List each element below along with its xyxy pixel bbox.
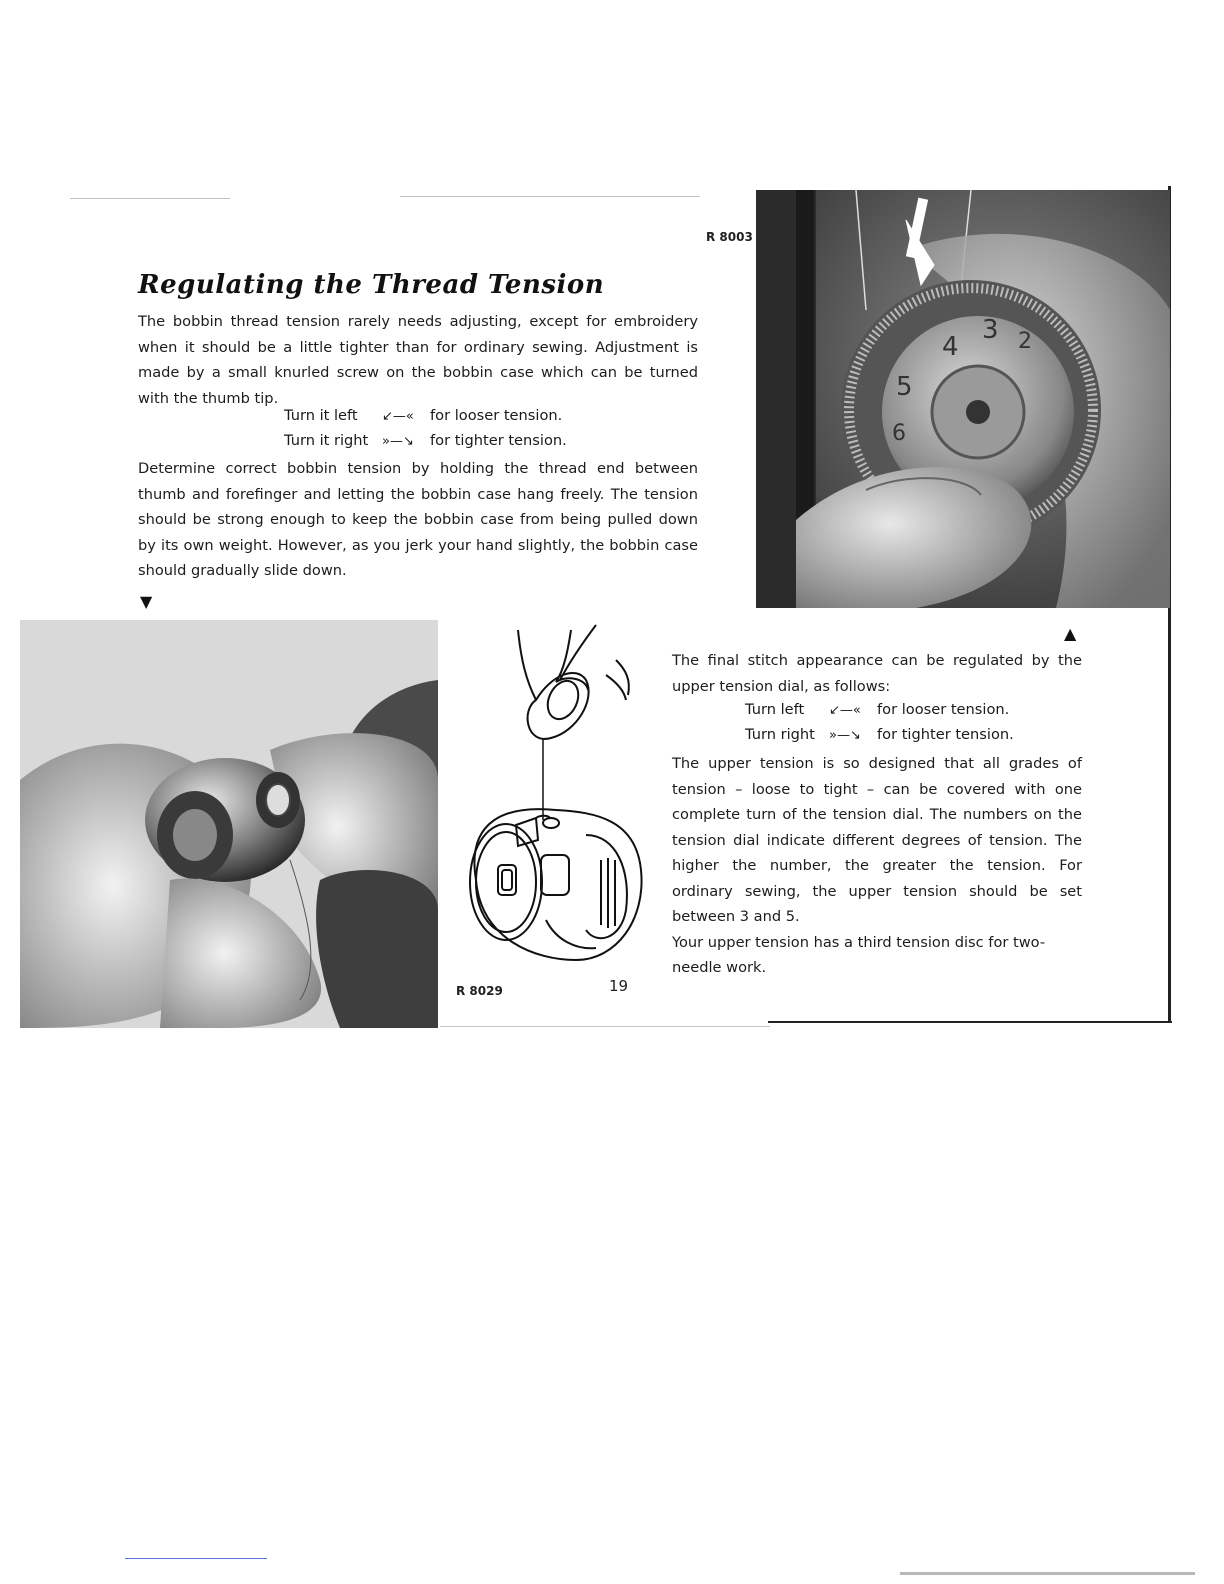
upper-turn-left-row <box>745 701 1009 718</box>
tension-dial-illustration <box>756 190 1170 608</box>
tension-dial-photo <box>756 190 1170 608</box>
bobbin-case-diagram <box>456 620 656 980</box>
bobbin-intro-paragraph <box>138 309 698 411</box>
upper-turn-left-label: Turn left <box>745 701 805 718</box>
figure-code: R 8029 <box>456 984 503 998</box>
svg-text:4: 4 <box>942 332 959 362</box>
bobbin-case-drawing <box>456 620 656 980</box>
upper-body-text: The upper tension is so designed that all grades of tension – loose to tight – can be covered with one complete turn of the tension dial. The numbers on the tension dial indicate different degrees of tension. The higher the number, the greater the tension. For ordinary sewing, the upper tension should be set between 3 and 5. <box>672 755 1082 925</box>
turn-right-label: Turn it right <box>284 432 369 449</box>
svg-text:3: 3 <box>982 315 999 345</box>
svg-text:6: 6 <box>892 421 906 446</box>
bobbin-turn-left-row <box>284 407 562 424</box>
upper-turn-left-arrow-icon: ↙—« <box>829 703 861 718</box>
turn-left-label: Turn it left <box>284 407 358 424</box>
pointer-up-icon: ▲ <box>1064 624 1077 643</box>
scan-edge-line <box>900 1572 1195 1575</box>
page-bottom-edge <box>768 1021 1172 1023</box>
page-number: 19 <box>609 977 629 995</box>
turn-right-arrow-icon: »—↘ <box>382 434 414 449</box>
upper-intro-text: The final stitch appearance can be regulated by the upper tension dial, as follows: <box>672 652 1082 695</box>
bobbin-hand-photo <box>20 620 438 1028</box>
upper-turn-left-text: for looser tension. <box>877 701 1010 718</box>
turn-left-arrow-icon: ↙—« <box>382 409 414 424</box>
bobbin-turn-right-row <box>284 432 567 449</box>
turn-right-text: for tighter tension. <box>430 432 567 449</box>
turn-left-text: for looser tension. <box>430 407 563 424</box>
scan-edge-line <box>400 196 700 197</box>
svg-text:2: 2 <box>1018 329 1032 354</box>
pointer-down-icon: ▼ <box>140 592 153 611</box>
upper-turn-right-text: for tighter tension. <box>877 726 1014 743</box>
upper-turn-right-label: Turn right <box>745 726 815 743</box>
svg-text:5: 5 <box>896 372 913 402</box>
upper-turn-right-row <box>745 726 1014 743</box>
upper-intro-paragraph <box>672 648 1082 699</box>
page-title: Regulating the Thread Tension <box>138 270 605 300</box>
scan-edge-line <box>125 1558 267 1559</box>
bobbin-hand-illustration <box>20 620 438 1028</box>
bobbin-body-text: Determine correct bobbin tension by holding the thread end between thumb and forefinger and letting the bobbin case hang freely. The tension should be strong enough to keep the bobbin case from being pulled down by its own weight. However, as you jerk your hand slightly, the bobbin case should gradually slide down. <box>138 460 698 579</box>
upper-body-paragraph <box>672 751 1082 981</box>
bobbin-body-paragraph <box>138 456 698 584</box>
upper-body-text-2: Your upper tension has a third tension disc for two-needle work. <box>672 933 1046 976</box>
bobbin-intro-text: The bobbin thread tension rarely needs adjusting, except for embroidery when it should be a little tighter than for ordinary sewing. Adjustment is made by a small knurled screw on the bobbin case which can be turned with the thumb tip. <box>138 313 698 407</box>
scan-edge-line <box>70 198 230 199</box>
scan-edge-line <box>440 1026 770 1027</box>
upper-turn-right-arrow-icon: »—↘ <box>829 728 861 743</box>
figure-code: R 8003 <box>706 230 753 244</box>
